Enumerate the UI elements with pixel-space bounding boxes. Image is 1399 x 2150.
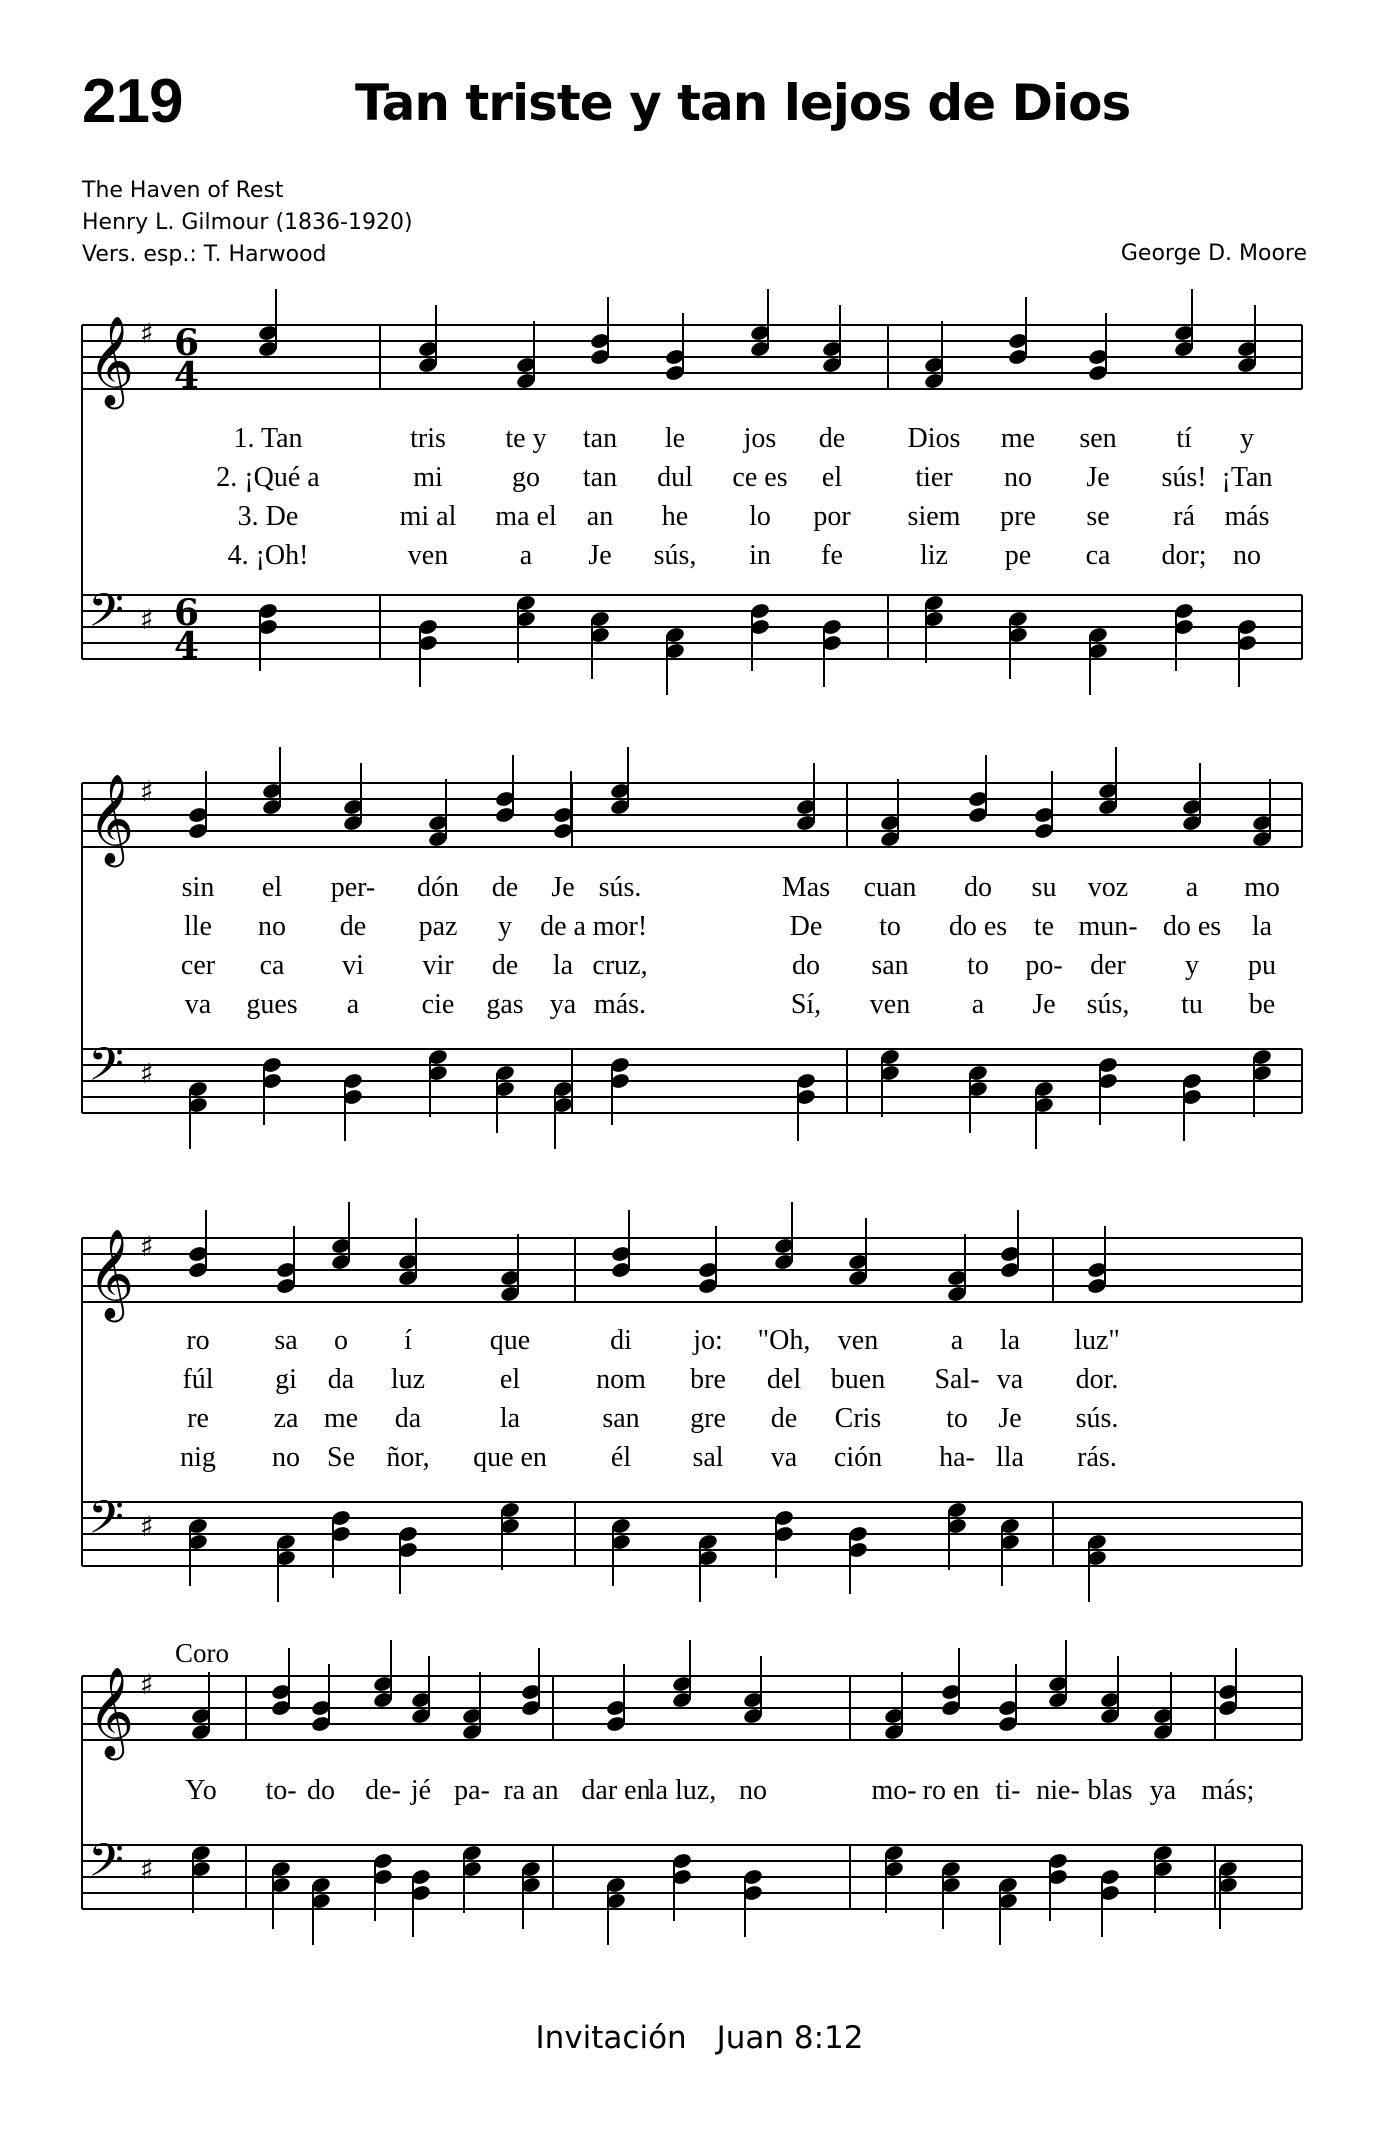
lyric-syllable: per- (330, 872, 376, 903)
lyric-syllable: va (770, 1442, 798, 1473)
lyric-syllable: Je (1032, 989, 1056, 1020)
lyric-line-verse-1 (0, 1775, 1399, 1811)
lyric-syllable: él (610, 1442, 632, 1473)
lyric-syllable: dar en (581, 1775, 651, 1806)
lyric-syllable: an (586, 501, 614, 532)
lyric-syllable: to- (265, 1775, 297, 1806)
sharp-icon: ♯ (140, 1510, 154, 1543)
lyric-line-verse-1 (0, 423, 1399, 459)
lyric-syllable: cer (180, 950, 216, 981)
lyric-syllable: 2. ¡Qué a (216, 462, 320, 493)
lyric-syllable: ¡Tan (1221, 462, 1273, 493)
bass-clef-icon: 𝄢 (88, 1834, 125, 1899)
treble-staff (82, 1229, 1302, 1323)
lyric-syllable: ven (837, 1325, 879, 1356)
lyric-syllable: to (946, 1403, 968, 1434)
footer (0, 2020, 1399, 2056)
lyric-syllable: sús. (598, 872, 642, 903)
lyric-syllable: de (491, 950, 519, 981)
lyric-syllable: lo (749, 501, 771, 532)
lyric-syllable: sa (274, 1325, 298, 1356)
lyric-syllable: la (552, 950, 574, 981)
lyric-syllable: mor! (592, 911, 648, 942)
time-signature-bottom: 4 (174, 355, 200, 397)
footer-reference: Juan 8:12 (716, 2020, 864, 2056)
lyric-syllable: da (327, 1364, 355, 1395)
lyric-syllable: no (1233, 540, 1261, 571)
sharp-icon: ♯ (140, 603, 154, 636)
lyric-syllable: do (307, 1775, 335, 1806)
lyric-syllable: do (964, 872, 992, 903)
treble-staff (82, 774, 1302, 868)
lyric-syllable: rás. (1077, 1442, 1117, 1473)
lyric-syllable: luz (390, 1364, 426, 1395)
treble-clef-icon: 𝄞 (88, 1229, 135, 1319)
lyric-syllable: pu (1248, 950, 1276, 981)
lyric-syllable: la (499, 1403, 521, 1434)
lyric-syllable: tier (915, 462, 953, 493)
lyric-syllable: voz (1087, 872, 1129, 903)
lyric-syllable: le (664, 423, 686, 454)
note-group (257, 594, 1257, 695)
lyric-syllable: 1. Tan (233, 423, 303, 454)
lyric-syllable: sin (181, 872, 215, 903)
lyric-syllable: pe (1004, 540, 1032, 571)
lyric-syllable: dón (417, 872, 459, 903)
bass-staff (82, 1491, 1302, 1566)
lyric-syllable: tan (582, 423, 618, 454)
lyric-syllable: gre (690, 1403, 726, 1434)
lyric-syllable: gi (275, 1364, 297, 1395)
sharp-icon: ♯ (140, 1230, 154, 1263)
lyric-syllable: gues (246, 989, 298, 1020)
lyric-syllable: san (871, 950, 909, 981)
lyric-line-verse-2 (0, 1364, 1399, 1400)
lyric-syllable: "Oh, (757, 1325, 811, 1356)
lyric-syllable: ha- (939, 1442, 975, 1473)
lyric-line-verse-2 (0, 462, 1399, 498)
treble-clef-icon: 𝄞 (88, 1667, 135, 1757)
lyric-syllable: el (499, 1364, 521, 1395)
lyric-syllable: di (610, 1325, 632, 1356)
lyric-syllable: go (512, 462, 540, 493)
lyric-syllable: Je (588, 540, 612, 571)
treble-clef-icon: 𝄞 (88, 316, 135, 406)
lyric-syllable: nom (596, 1364, 646, 1395)
lyric-syllable: no (258, 911, 286, 942)
lyric-syllable: Se (327, 1442, 355, 1473)
lyric-syllable: va (184, 989, 212, 1020)
lyric-syllable: da (394, 1403, 422, 1434)
lyric-syllable: sús. (1075, 1403, 1119, 1434)
note-group (187, 1048, 1272, 1149)
lyric-syllable: no (272, 1442, 300, 1473)
lyric-syllable: no (739, 1775, 767, 1806)
lyric-syllable: ción (833, 1442, 883, 1473)
lyric-syllable: paz (418, 911, 458, 942)
lyric-syllable: mo- (871, 1775, 917, 1806)
lyric-syllable: vir (422, 950, 454, 981)
lyric-syllable: to (967, 950, 989, 981)
lyric-syllable: san (602, 1403, 640, 1434)
lyric-syllable: Je (1086, 462, 1110, 493)
lyric-syllable: mun- (1078, 911, 1138, 942)
lyric-syllable: nig (180, 1442, 216, 1473)
lyric-syllable: ce es (732, 462, 788, 493)
hymn-number: 219 (82, 67, 183, 136)
lyric-line-verse-3 (0, 1403, 1399, 1439)
sharp-icon: ♯ (140, 1668, 154, 1701)
lyric-line-verse-1 (0, 1325, 1399, 1361)
lyric-syllable: del (766, 1364, 802, 1395)
note-group (187, 1202, 1107, 1303)
lyric-syllable: ca (259, 950, 285, 981)
lyric-syllable: po- (1025, 950, 1063, 981)
lyric-syllable: mo (1244, 872, 1280, 903)
lyric-syllable: fúl (182, 1364, 214, 1395)
bass-clef-icon: 𝄢 (88, 584, 125, 649)
sharp-icon: ♯ (140, 775, 154, 808)
lyric-syllable: y (498, 911, 512, 942)
lyric-syllable: y (1185, 950, 1199, 981)
lyric-syllable: más; (1201, 1775, 1255, 1806)
lyric-syllable: que en (473, 1442, 547, 1473)
lyric-line-verse-4 (0, 1442, 1399, 1478)
lyric-line-verse-1 (0, 872, 1399, 908)
lyric-syllable: a (950, 1325, 964, 1356)
lyric-syllable: 4. ¡Oh! (227, 540, 309, 571)
lyric-syllable: no (1004, 462, 1032, 493)
lyric-syllable: liz (920, 540, 948, 571)
lyric-syllable: í (404, 1325, 412, 1356)
lyric-syllable: luz" (1074, 1325, 1120, 1356)
sharp-icon: ♯ (140, 317, 154, 350)
lyric-syllable: tí (1176, 423, 1192, 454)
lyric-syllable: buen (830, 1364, 886, 1395)
time-signature-top: 6 (174, 592, 200, 634)
lyric-syllable: re (187, 1403, 209, 1434)
lyric-syllable: De (789, 911, 823, 942)
bass-clef-icon: 𝄢 (88, 1038, 125, 1103)
lyric-syllable: Je (551, 872, 575, 903)
lyric-syllable: jos (743, 423, 777, 454)
lyric-syllable: cie (421, 989, 455, 1020)
lyric-syllable: tu (1181, 989, 1203, 1020)
lyric-syllable: blas (1087, 1775, 1133, 1806)
lyric-syllable: la (1251, 911, 1273, 942)
footer-category: Invitación (535, 2020, 687, 2056)
lyric-syllable: ra an (503, 1775, 559, 1806)
lyric-syllable: la luz, (647, 1775, 717, 1806)
lyric-syllable: pre (1000, 501, 1036, 532)
lyric-syllable: más. (593, 989, 647, 1020)
lyric-syllable: y (1240, 423, 1254, 454)
lyric-syllable: de a (540, 911, 586, 942)
lyric-syllable: rá (1173, 501, 1195, 532)
composer: Henry L. Gilmour (1836-1920) (82, 210, 413, 235)
tune-name: The Haven of Rest (82, 178, 284, 203)
lyric-syllable: to (879, 911, 901, 942)
lyric-syllable: mi al (399, 501, 457, 532)
bass-staff (82, 1834, 1302, 1909)
lyric-syllable: ro en (922, 1775, 980, 1806)
lyric-syllable: a (519, 540, 533, 571)
lyric-syllable: el (261, 872, 283, 903)
note-group (257, 289, 1257, 390)
lyric-syllable: za (273, 1403, 299, 1434)
translator: Vers. esp.: T. Harwood (82, 242, 327, 267)
lyric-syllable: me (1000, 423, 1036, 454)
lyric-syllable: a (1185, 872, 1199, 903)
lyric-syllable: in (749, 540, 771, 571)
lyric-line-verse-3 (0, 950, 1399, 986)
lyric-syllable: do es (948, 911, 1008, 942)
lyric-syllable: sal (692, 1442, 724, 1473)
lyric-syllable: ven (407, 540, 449, 571)
lyric-syllable: el (821, 462, 843, 493)
lyric-syllable: más (1224, 501, 1270, 532)
lyric-syllable: dul (657, 462, 693, 493)
lyric-syllable: dor. (1075, 1364, 1119, 1395)
lyric-syllable: cruz, (592, 950, 648, 981)
lyric-syllable: Mas (781, 872, 831, 903)
lyric-syllable: Cris (834, 1403, 882, 1434)
lyric-syllable: de- (365, 1775, 401, 1806)
lyric-syllable: pa- (454, 1775, 490, 1806)
lyric-syllable: ca (1085, 540, 1111, 571)
lyric-syllable: sen (1079, 423, 1117, 454)
lyric-syllable: de (818, 423, 846, 454)
lyric-syllable: te y (505, 423, 547, 454)
lyric-syllable: tris (410, 423, 446, 454)
note-group (190, 1844, 1238, 1945)
lyric-syllable: cuan (863, 872, 917, 903)
lyric-syllable: Dios (907, 423, 961, 454)
lyric-syllable: siem (907, 501, 961, 532)
lyric-syllable: a (971, 989, 985, 1020)
lyric-syllable: ya (1149, 1775, 1177, 1806)
lyric-syllable: o (334, 1325, 348, 1356)
lyric-syllable: ti- (995, 1775, 1021, 1806)
lyric-syllable: de (491, 872, 519, 903)
treble-clef-icon: 𝄞 (88, 774, 135, 864)
hymn-title: Tan triste y tan lejos de Dios (355, 74, 1131, 132)
lyric-syllable: jo: (693, 1325, 723, 1356)
author: George D. Moore (1120, 241, 1307, 266)
lyric-syllable: nie- (1036, 1775, 1080, 1806)
lyric-line-verse-4 (0, 540, 1399, 576)
lyric-line-verse-3 (0, 501, 1399, 537)
lyric-syllable: mi (413, 462, 443, 493)
chorus-label: Coro (175, 1638, 229, 1668)
lyric-syllable: te (1033, 911, 1055, 942)
lyric-syllable: la (999, 1325, 1021, 1356)
lyric-syllable: ya (549, 989, 577, 1020)
lyric-syllable: de (770, 1403, 798, 1434)
lyric-syllable: va (996, 1364, 1024, 1395)
lyric-syllable: me (323, 1403, 359, 1434)
credits-left (82, 175, 413, 271)
lyric-line-verse-4 (0, 989, 1399, 1025)
lyric-syllable: ro (186, 1325, 210, 1356)
lyric-syllable: 3. De (237, 501, 299, 532)
lyric-syllable: do es (1162, 911, 1222, 942)
lyric-line-verse-2 (0, 911, 1399, 947)
sharp-icon: ♯ (140, 1853, 154, 1886)
lyric-syllable: de (339, 911, 367, 942)
lyric-syllable: der (1090, 950, 1126, 981)
lyric-syllable: sús, (1086, 989, 1130, 1020)
lyric-syllable: se (1086, 501, 1110, 532)
lyric-syllable: Sal- (934, 1364, 980, 1395)
lyric-syllable: ven (869, 989, 911, 1020)
lyric-syllable: que (489, 1325, 531, 1356)
lyric-syllable: ma el (495, 501, 557, 532)
lyric-syllable: sús! (1161, 462, 1207, 493)
lyric-syllable: dor; (1161, 540, 1207, 571)
time-signature-bottom: 4 (174, 625, 200, 667)
lyric-syllable: ñor, (386, 1442, 430, 1473)
lyric-syllable: he (661, 501, 689, 532)
note-group (187, 747, 1272, 848)
lyric-syllable: Yo (185, 1775, 217, 1806)
lyric-syllable: vi (342, 950, 364, 981)
lyric-syllable: bre (690, 1364, 726, 1395)
lyric-syllable: gas (486, 989, 524, 1020)
lyric-syllable: su (1031, 872, 1057, 903)
bass-clef-icon: 𝄢 (88, 1491, 125, 1556)
note-group (187, 1501, 1107, 1602)
lyric-syllable: sús, (653, 540, 697, 571)
note-group (190, 1640, 1238, 1741)
time-signature-top: 6 (174, 322, 200, 364)
lyric-syllable: jé (410, 1775, 432, 1806)
lyric-syllable: por (813, 501, 851, 532)
sharp-icon: ♯ (140, 1057, 154, 1090)
lyric-syllable: tan (582, 462, 618, 493)
lyric-syllable: lla (996, 1442, 1024, 1473)
lyric-syllable: be (1248, 989, 1276, 1020)
lyric-syllable: lle (184, 911, 212, 942)
lyric-syllable: a (346, 989, 360, 1020)
lyric-syllable: Sí, (790, 989, 822, 1020)
lyric-syllable: Je (998, 1403, 1022, 1434)
lyric-syllable: fe (821, 540, 843, 571)
lyric-syllable: do (792, 950, 820, 981)
